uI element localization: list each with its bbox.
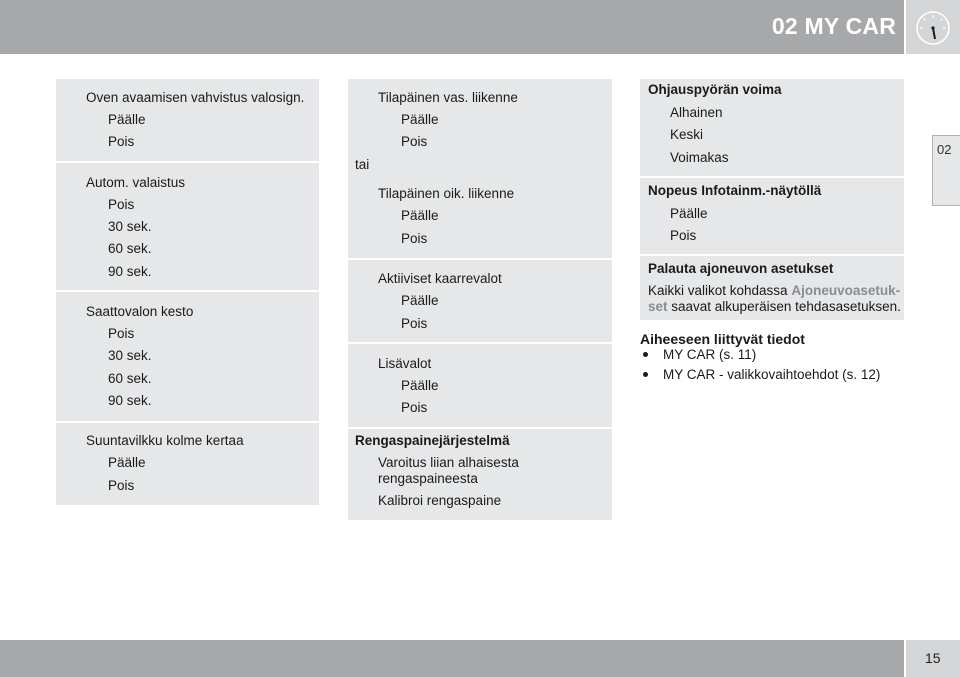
setting-option: Voimakas: [670, 150, 729, 165]
setting-option: Pois: [108, 478, 135, 493]
related-heading: Aiheeseen liittyvät tiedot: [640, 331, 805, 347]
divider: [348, 342, 612, 344]
setting-option: Pois: [670, 228, 697, 243]
setting-option-cont: rengaspaineesta: [378, 471, 478, 486]
setting-option: Päälle: [401, 293, 439, 308]
setting-option: 90 sek.: [108, 393, 152, 408]
setting-title: Tilapäinen vas. liikenne: [378, 90, 518, 105]
setting-option: Pois: [401, 134, 428, 149]
setting-option: Pois: [401, 231, 428, 246]
setting-option: 30 sek.: [108, 348, 152, 363]
or-label: tai: [355, 157, 370, 172]
setting-option: 60 sek.: [108, 241, 152, 256]
reset-text: Kaikki valikot kohdassa: [648, 283, 792, 298]
page-number: 15: [925, 650, 941, 666]
setting-option: 90 sek.: [108, 264, 152, 279]
setting-option: 30 sek.: [108, 219, 152, 234]
setting-title: Palauta ajoneuvon asetukset: [648, 261, 834, 276]
setting-title: Tilapäinen oik. liikenne: [378, 186, 515, 201]
setting-title: Suuntavilkku kolme kertaa: [86, 433, 244, 448]
setting-title: Rengaspainejärjestelmä: [355, 433, 510, 448]
chapter-side-tab-label: 02: [937, 142, 952, 157]
footer-bar: [0, 640, 904, 677]
setting-title: Aktiiviset kaarrevalot: [378, 271, 502, 286]
divider: [640, 176, 904, 178]
setting-option: Päälle: [108, 112, 146, 127]
setting-option: Päälle: [401, 208, 439, 223]
setting-option: Pois: [108, 326, 135, 341]
divider: [348, 258, 612, 260]
divider: [56, 290, 319, 292]
setting-option: Päälle: [670, 206, 708, 221]
setting-title: Nopeus Infotainm.-näytöllä: [648, 183, 822, 198]
col1-box-a: [56, 79, 319, 421]
setting-title: Autom. valaistus: [86, 175, 186, 190]
chapter-title: 02 MY CAR: [771, 13, 896, 39]
settings-link[interactable]: Ajoneuvoasetuk-: [791, 283, 901, 298]
setting-title: Ohjauspyörän voima: [648, 82, 782, 97]
page-number-box: [906, 640, 960, 677]
header-bar: [0, 0, 904, 54]
setting-option: Päälle: [401, 112, 439, 127]
settings-link-cont[interactable]: set: [648, 299, 668, 314]
divider: [640, 254, 904, 256]
reset-text: saavat alkuperäisen tehdasasetuksen.: [667, 299, 901, 314]
setting-option: Päälle: [401, 378, 439, 393]
bullet-icon: [643, 372, 648, 377]
reset-description-line2: [648, 299, 901, 315]
setting-option: Varoitus liian alhaisesta: [378, 455, 519, 470]
setting-option: Pois: [108, 197, 135, 212]
related-link[interactable]: MY CAR (s. 11): [663, 347, 757, 362]
chapter-icon-box: [906, 0, 960, 54]
setting-option: Kalibroi rengaspaine: [378, 493, 502, 508]
setting-title: Saattovalon kesto: [86, 304, 194, 319]
setting-title: Oven avaamisen vahvistus valosign.: [86, 90, 305, 105]
setting-option: Keski: [670, 127, 704, 142]
setting-option: Päälle: [108, 455, 146, 470]
chapter-side-tab: [932, 135, 960, 206]
col2-box-a: [348, 79, 612, 427]
setting-option: 60 sek.: [108, 371, 152, 386]
setting-option: Alhainen: [670, 105, 723, 120]
related-link[interactable]: MY CAR - valikkovaihtoehdot (s. 12): [663, 367, 881, 382]
setting-option: Pois: [401, 316, 428, 331]
setting-title: Lisävalot: [378, 356, 432, 371]
divider: [56, 161, 319, 163]
reset-description-line1: [648, 283, 900, 299]
bullet-icon: [643, 352, 648, 357]
setting-option: Pois: [401, 400, 428, 415]
speedometer-icon: [914, 9, 952, 47]
setting-option: Pois: [108, 134, 135, 149]
